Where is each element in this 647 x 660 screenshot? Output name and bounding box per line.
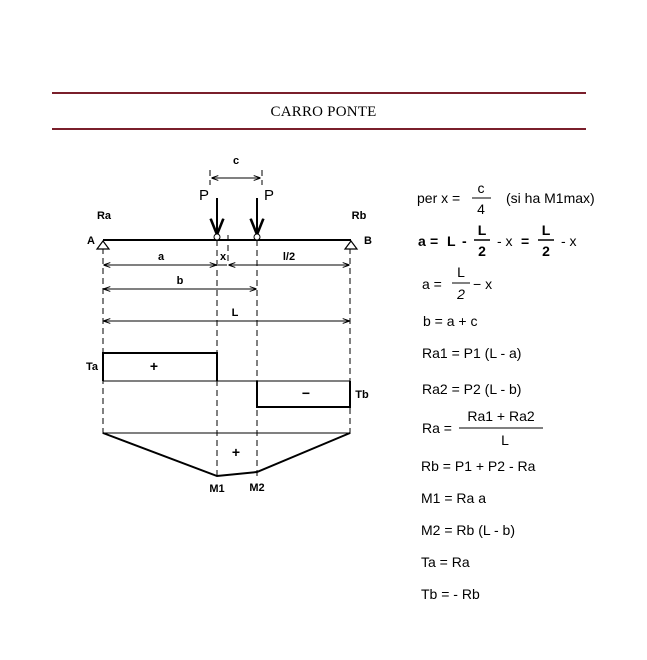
reference-lines [103,170,350,476]
page-title: CARRO PONTE [270,104,377,120]
label-c: c [232,155,240,167]
formula-2-frac1-denominator: 2 [478,243,486,259]
formula-7-lhs: Ra = [422,420,452,436]
formula-2-frac2-numerator: L [541,222,551,238]
label-ta: Ta [85,361,99,373]
formula-3-numerator: L [457,264,465,280]
label-half-l: l/2 [282,251,296,263]
shear-plus-sign: + [149,358,159,374]
formula-2-equals-2: = [521,233,530,249]
formula-9: M1 = Ra a [421,490,486,506]
moment-curve [103,433,350,476]
load-label-left: P [198,187,210,204]
support-right-icon [345,241,357,249]
label-m1: M1 [209,483,225,495]
formula-2-a: a [418,233,426,249]
label-tb: Tb [355,389,369,401]
load-label-right: P [263,187,275,204]
formula-10: M2 = Rb (L - b) [421,522,516,538]
formula-list [417,180,595,602]
shear-positive-block [103,353,217,381]
formula-3-rest: − x [473,276,493,292]
formula-2-minus-x: - x [497,233,513,249]
label-l: L [231,307,239,319]
formula-6: Ra2 = P2 (L - b) [422,381,522,397]
formula-2-frac2-denominator: 2 [542,243,550,259]
formula-2-l: L [447,233,456,249]
support-label-a: A [87,235,95,247]
formula-3-denominator: 2 [457,286,465,302]
formula-2-minus: - [462,233,467,249]
support-label-b: B [364,235,372,247]
wheel-right-icon [254,234,260,240]
label-b: b [176,275,184,287]
formula-11: Ta = Ra [421,554,470,570]
formula-12: Tb = - Rb [421,586,480,602]
formula-2-minus-x-2: - x [561,233,577,249]
formula-1-denominator: 4 [477,201,485,217]
support-left-icon [97,241,109,249]
formula-3-lhs: a = [422,276,442,292]
label-a: a [157,251,165,263]
shear-minus-sign: − [301,385,311,401]
moment-plus-sign: + [231,444,241,460]
formula-7-denominator: L [501,432,509,448]
formula-4: b = a + c [423,313,478,329]
label-x: x [219,251,227,263]
formula-7-numerator: Ra1 + Ra2 [467,408,535,424]
wheel-left-icon [214,234,220,240]
formula-2-frac1-numerator: L [477,222,487,238]
formula-1-numerator: c [477,180,485,196]
reaction-label-rb: Rb [351,210,367,222]
label-m2: M2 [249,482,265,494]
formula-1-suffix: (si ha M1max) [506,190,595,206]
formula-8: Rb = P1 + P2 - Ra [421,458,536,474]
formula-5: Ra1 = P1 (L - a) [422,345,522,361]
reaction-label-ra: Ra [96,210,112,222]
formula-2-equals-1: = [430,233,439,249]
formula-1-prefix: per x = [417,190,461,206]
